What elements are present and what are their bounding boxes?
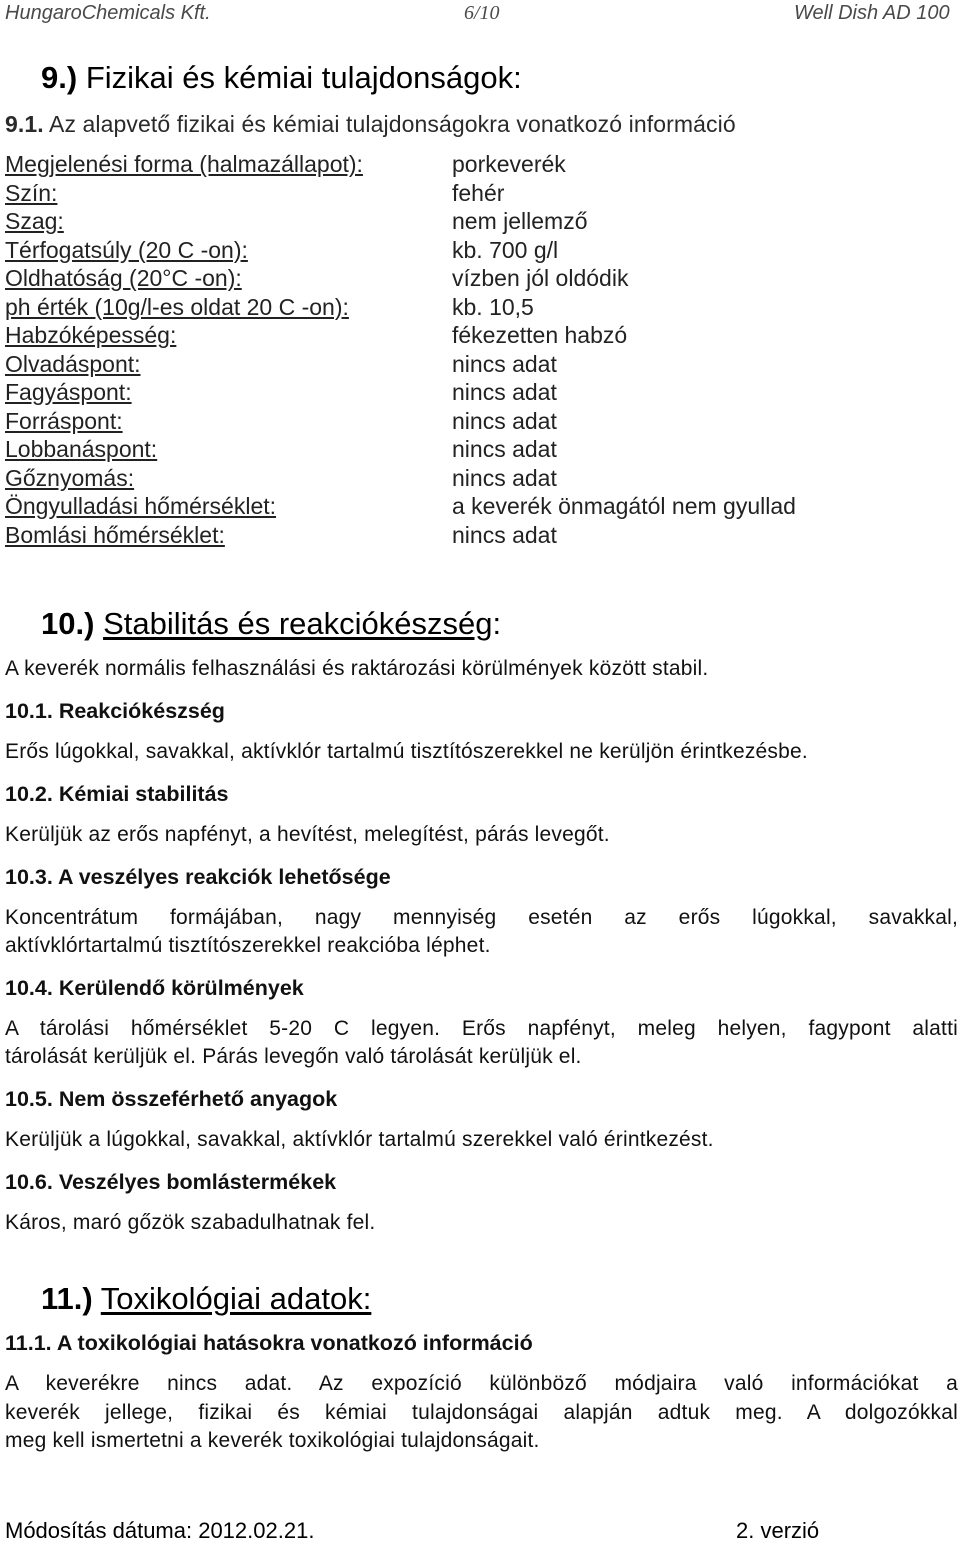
section-11-title: Toxikológiai adatok:	[100, 1281, 372, 1316]
property-row	[5, 207, 945, 236]
section-11-paren: )	[82, 1281, 93, 1316]
property-value: nem jellemző	[452, 208, 588, 234]
subsection-text-line: Káros, maró gőzök szabadulhatnak fel.	[5, 1211, 376, 1234]
property-label: Olvadáspont:	[5, 350, 141, 377]
property-row	[5, 293, 945, 322]
property-label: Forráspont:	[5, 407, 123, 434]
property-row	[5, 435, 945, 464]
subsection-title: Veszélyes bomlástermékek	[58, 1170, 337, 1194]
section-9-paren: )	[66, 60, 78, 95]
subsection-number: 10.3.	[5, 865, 53, 889]
section-10-title: Stabilitás és reakciókészség	[103, 606, 493, 641]
property-value: nincs adat	[452, 407, 557, 434]
header-company: HungaroChemicals Kft.	[5, 2, 211, 24]
subsection-11-1-title: A toxikológiai hatásokra vonatkozó információ	[56, 1331, 533, 1355]
property-label: Szín:	[5, 179, 58, 206]
section-10-paren: )	[84, 606, 95, 641]
subsection-10-3-heading	[5, 865, 391, 890]
subsection-number: 10.1.	[5, 699, 53, 723]
property-row	[5, 321, 945, 350]
subsection-11-1-number: 11.1.	[5, 1331, 52, 1355]
section-10-number: 10.	[41, 606, 85, 641]
property-label: Térfogatsúly (20 C -on):	[5, 236, 248, 263]
property-row	[5, 350, 945, 379]
property-value: fehér	[452, 179, 505, 206]
section-9-title: Fizikai és kémiai tulajdonságok:	[85, 60, 522, 95]
property-value: kb. 10,5	[452, 293, 534, 320]
property-label: Öngyulladási hőmérséklet:	[5, 493, 277, 519]
subsection-text-line: aktívklórtartalmú tisztítószerekkel reakcióba léphet.	[5, 934, 491, 957]
property-label: Megjelenési forma (halmazállapot):	[5, 151, 363, 177]
property-value: nincs adat	[452, 379, 557, 405]
property-label: Szag:	[5, 208, 64, 234]
subsection-number: 10.5.	[5, 1087, 53, 1111]
subsection-title: Kémiai stabilitás	[58, 782, 229, 806]
subsection-text-line: tárolását kerüljük el. Párás levegőn való tárolását kerüljük el.	[5, 1045, 582, 1068]
property-value: fékezetten habzó	[452, 322, 628, 348]
property-value: kb. 700 g/l	[452, 236, 559, 263]
property-label: ph érték (10g/l-es oldat 20 C -on):	[5, 293, 349, 320]
property-label: Fagyáspont:	[5, 379, 132, 405]
subsection-10-5-heading	[5, 1087, 337, 1112]
subsection-9-1-number: 9.1.	[5, 111, 44, 137]
property-value: nincs adat	[452, 436, 557, 462]
subsection-10-1-heading	[5, 699, 225, 724]
property-row	[5, 378, 945, 407]
section-11-number: 11.	[41, 1281, 83, 1316]
property-row	[5, 150, 945, 179]
footer-version: 2. verzió	[736, 1518, 820, 1543]
subsection-text-line: Erős lúgokkal, savakkal, aktívklór tartalmú tisztítószerekkel ne kerüljön érintkezésbe.	[5, 740, 808, 763]
subsection-11-1-heading	[5, 1331, 533, 1356]
property-row	[5, 236, 945, 265]
property-list	[5, 150, 945, 549]
property-row	[5, 492, 945, 521]
subsection-number: 10.2.	[5, 782, 53, 806]
property-label: Oldhatóság (20°C -on):	[5, 265, 242, 291]
subsection-text-line: keverék jellege, fizikai és kémiai tulajdonságai alapján adtuk meg. A dolgozókkal	[5, 1400, 958, 1424]
header-page-number: 6/10	[464, 2, 500, 24]
section-9-heading	[41, 60, 522, 96]
property-label: Lobbanáspont:	[5, 436, 158, 462]
property-value: nincs adat	[452, 350, 557, 377]
property-value: vízben jól oldódik	[452, 265, 629, 291]
property-value: a keverék önmagától nem gyullad	[452, 493, 796, 519]
subsection-10-6-heading	[5, 1170, 336, 1195]
subsection-text-line: Koncentrátum formájában, nagy mennyiség esetén az erős lúgokkal, savakkal,	[5, 906, 958, 929]
property-label: Gőznyomás:	[5, 464, 135, 491]
subsection-number: 10.6.	[5, 1170, 53, 1194]
section-9-number: 9.	[41, 60, 67, 95]
subsection-9-1-heading	[5, 111, 736, 138]
subsection-text-line: A keverékre nincs adat. Az expozíció különböző módjaira való információkat a	[5, 1372, 958, 1395]
subsection-10-2-heading	[5, 782, 229, 807]
subsection-text-line: meg kell ismertetni a keverék toxikológiai tulajdonságait.	[5, 1429, 540, 1452]
property-row	[5, 407, 945, 436]
subsection-title: Nem összeférhető anyagok	[58, 1087, 338, 1111]
property-label: Habzóképesség:	[5, 322, 177, 348]
footer-modified-date: Módosítás dátuma: 2012.02.21.	[5, 1518, 315, 1543]
subsection-text-line: Kerüljük a lúgokkal, savakkal, aktívklór tartalmú szerekkel való érintkezést.	[5, 1128, 714, 1151]
subsection-9-1-title: Az alapvető fizikai és kémiai tulajdonságokra vonatkozó információ	[49, 111, 736, 137]
section-10-heading	[41, 606, 501, 642]
subsection-title: A veszélyes reakciók lehetősége	[58, 865, 391, 889]
property-value: nincs adat	[452, 464, 557, 491]
subsection-number: 10.4.	[5, 976, 53, 1000]
subsection-text-line: Kerüljük az erős napfényt, a hevítést, melegítést, párás levegőt.	[5, 823, 610, 846]
property-row	[5, 464, 945, 493]
section-10-colon: :	[492, 606, 502, 641]
subsection-10-4-heading	[5, 976, 304, 1001]
property-row	[5, 521, 945, 550]
subsection-text-line: A tárolási hőmérséklet 5-20 C legyen. Erős napfényt, meleg helyen, fagypont alatti	[5, 1017, 958, 1040]
property-label: Bomlási hőmérséklet:	[5, 521, 225, 548]
section-11-heading	[41, 1281, 371, 1317]
header-product: Well Dish AD 100	[794, 2, 950, 24]
property-value: porkeverék	[452, 151, 566, 177]
subsection-title: Kerülendő körülmények	[58, 976, 304, 1000]
property-value: nincs adat	[452, 521, 557, 548]
section-10-intro: A keverék normális felhasználási és raktározási körülmények között stabil.	[5, 657, 709, 680]
subsection-title: Reakciókészség	[58, 699, 225, 723]
property-row	[5, 179, 945, 208]
property-row	[5, 264, 945, 293]
